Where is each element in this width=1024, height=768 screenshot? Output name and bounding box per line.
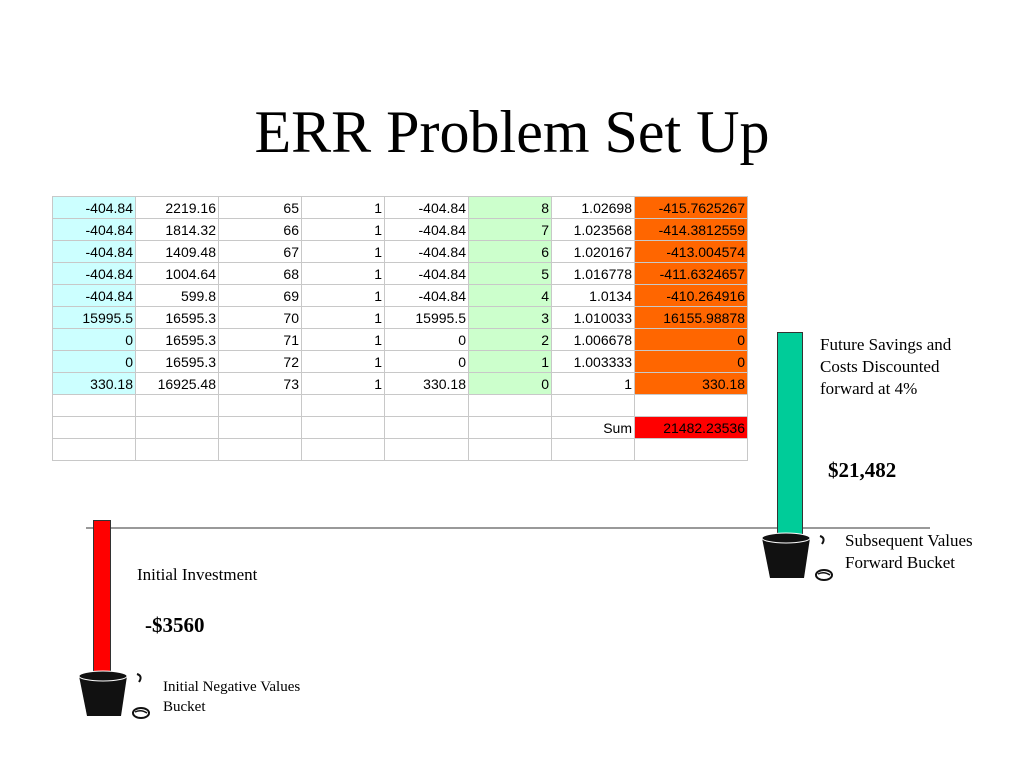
table-cell: 0: [385, 351, 469, 373]
sum-value: 21482.23536: [635, 417, 748, 439]
table-cell: 16925.48: [136, 373, 219, 395]
table-cell: 15995.5: [53, 307, 136, 329]
table-row: [53, 307, 748, 329]
table-cell: 0: [469, 373, 552, 395]
table-cell: 16595.3: [136, 351, 219, 373]
table-row: [53, 263, 748, 285]
table-cell: [53, 417, 136, 439]
table-cell: 4: [469, 285, 552, 307]
table-cell: 1: [552, 373, 635, 395]
table-cell: 2: [469, 329, 552, 351]
table-row: [53, 373, 748, 395]
table-cell: -404.84: [53, 285, 136, 307]
table-cell: [552, 395, 635, 417]
table-cell: -404.84: [53, 197, 136, 219]
table-cell: [635, 439, 748, 461]
initial-investment-label: Initial Investment: [137, 565, 258, 584]
table-cell: 1: [302, 373, 385, 395]
table-cell: 16595.3: [136, 329, 219, 351]
table-cell: 1.010033: [552, 307, 635, 329]
table-row: [53, 417, 748, 439]
bucket-icon: [758, 528, 838, 584]
table-cell: -404.84: [385, 263, 469, 285]
table-cell: [385, 417, 469, 439]
table-cell: [552, 439, 635, 461]
table-cell: 330.18: [385, 373, 469, 395]
table-cell: 1: [302, 263, 385, 285]
table-cell: 5: [469, 263, 552, 285]
table-cell: 1.003333: [552, 351, 635, 373]
subsequent-bucket-label: Subsequent Values Forward Bucket: [845, 531, 973, 572]
table-cell: 7: [469, 219, 552, 241]
table-cell: 1: [469, 351, 552, 373]
spreadsheet-table: [52, 196, 748, 461]
table-cell: -414.3812559: [635, 219, 748, 241]
table-cell: [385, 439, 469, 461]
table-row: [53, 439, 748, 461]
future-savings-label: Future Savings and Costs Discounted forward at 4%: [820, 335, 952, 398]
forward-value-bar: [777, 332, 803, 540]
table-cell: -415.7625267: [635, 197, 748, 219]
table-cell: 1.016778: [552, 263, 635, 285]
table-row: [53, 285, 748, 307]
table-row: [53, 351, 748, 373]
table-cell: 0: [53, 351, 136, 373]
table-cell: 1.006678: [552, 329, 635, 351]
table-cell: 71: [219, 329, 302, 351]
table-cell: 6: [469, 241, 552, 263]
table-cell: 1: [302, 329, 385, 351]
table-cell: [219, 395, 302, 417]
table-row: [53, 395, 748, 417]
initial-amount: -$3560: [145, 613, 205, 637]
table-cell: [136, 439, 219, 461]
table-cell: [469, 395, 552, 417]
table-row: [53, 241, 748, 263]
table-cell: 69: [219, 285, 302, 307]
table-cell: -411.6324657: [635, 263, 748, 285]
table-cell: 1: [302, 219, 385, 241]
table-cell: 1: [302, 285, 385, 307]
table-cell: 1.020167: [552, 241, 635, 263]
table-cell: [385, 395, 469, 417]
initial-bucket-label: Initial Negative Values Bucket: [163, 679, 301, 715]
initial-investment-bar: [93, 520, 111, 680]
bucket-icon: [75, 666, 155, 722]
table-cell: 72: [219, 351, 302, 373]
table-cell: -404.84: [53, 241, 136, 263]
table-cell: [635, 395, 748, 417]
table-cell: 16155.98878: [635, 307, 748, 329]
page-title: ERR Problem Set Up: [254, 99, 770, 165]
table-cell: 68: [219, 263, 302, 285]
table-cell: 0: [635, 329, 748, 351]
table-cell: 65: [219, 197, 302, 219]
table-cell: -404.84: [53, 263, 136, 285]
table-cell: 1.023568: [552, 219, 635, 241]
table-cell: -413.004574: [635, 241, 748, 263]
table-row: [53, 329, 748, 351]
table-cell: 1: [302, 197, 385, 219]
table-cell: -404.84: [385, 219, 469, 241]
table-cell: [302, 417, 385, 439]
table-cell: 8: [469, 197, 552, 219]
table-cell: 1: [302, 241, 385, 263]
table-cell: [219, 439, 302, 461]
future-amount: $21,482: [828, 458, 897, 482]
table-cell: [53, 395, 136, 417]
table-cell: 1.0134: [552, 285, 635, 307]
sum-label: Sum: [552, 417, 635, 439]
table-cell: -410.264916: [635, 285, 748, 307]
table-cell: 15995.5: [385, 307, 469, 329]
table-cell: 1004.64: [136, 263, 219, 285]
table-cell: 3: [469, 307, 552, 329]
table-cell: 330.18: [635, 373, 748, 395]
table-cell: 16595.3: [136, 307, 219, 329]
table-cell: [302, 395, 385, 417]
table-cell: 330.18: [53, 373, 136, 395]
table-cell: [302, 439, 385, 461]
table-row: [53, 219, 748, 241]
table-cell: -404.84: [385, 197, 469, 219]
table-cell: [136, 395, 219, 417]
table-cell: 70: [219, 307, 302, 329]
table-cell: 0: [635, 351, 748, 373]
table-cell: -404.84: [385, 241, 469, 263]
table-cell: -404.84: [385, 285, 469, 307]
table-cell: [469, 417, 552, 439]
table-cell: 1: [302, 351, 385, 373]
table-cell: 67: [219, 241, 302, 263]
table-cell: [219, 417, 302, 439]
table-cell: 1409.48: [136, 241, 219, 263]
table-cell: [136, 417, 219, 439]
table-cell: 1814.32: [136, 219, 219, 241]
table-cell: [469, 439, 552, 461]
table-cell: 2219.16: [136, 197, 219, 219]
table-cell: 599.8: [136, 285, 219, 307]
table-cell: 0: [53, 329, 136, 351]
table-cell: [53, 439, 136, 461]
table-cell: -404.84: [53, 219, 136, 241]
table-row: [53, 197, 748, 219]
table-cell: 1.02698: [552, 197, 635, 219]
table-cell: 0: [385, 329, 469, 351]
table-cell: 66: [219, 219, 302, 241]
table-cell: 73: [219, 373, 302, 395]
table-cell: 1: [302, 307, 385, 329]
